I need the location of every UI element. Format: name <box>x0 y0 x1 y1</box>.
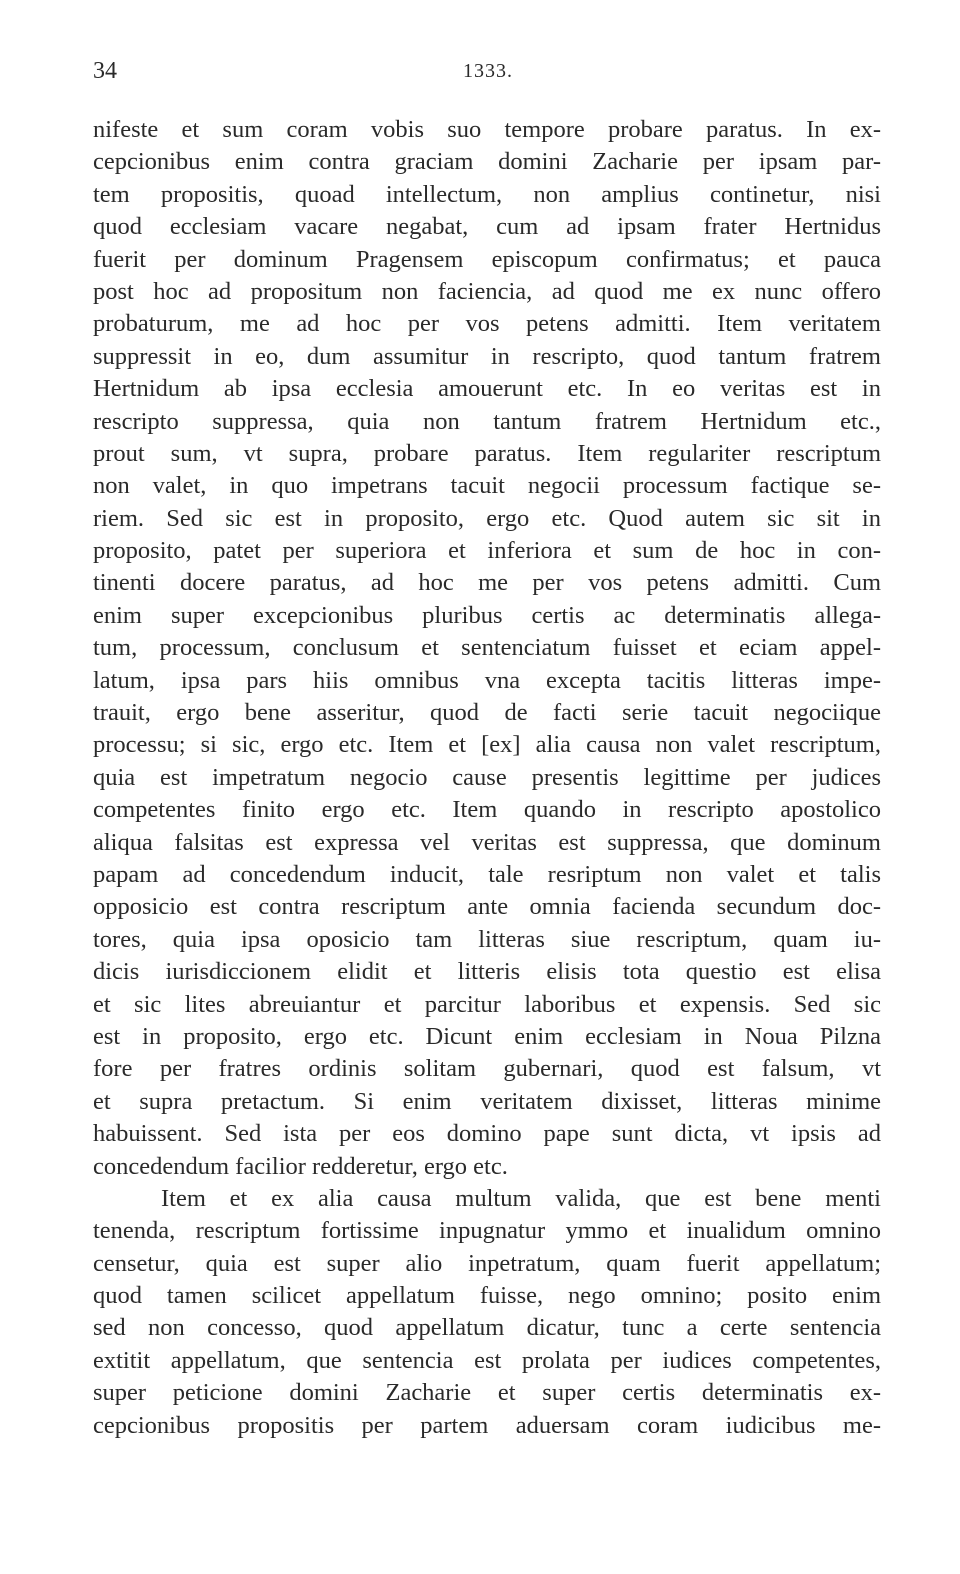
text-line: tem propositis, quoad intellectum, non amplius continetur, nisi <box>93 180 881 208</box>
text-line: proposito, patet per superiora et inferiora et sum de hoc in con- <box>93 537 881 565</box>
text-line: nifeste et sum coram vobis suo tempore probare paratus. In ex- <box>93 116 881 143</box>
text-line: quod ecclesiam vacare negabat, cum ad ipsam frater Hertnidus <box>93 213 881 241</box>
text-line: non valet, in quo impetrans tacuit negocii processum factique se- <box>93 472 881 500</box>
text-line: quod tamen scilicet appellatum fuisse, nego omnino; posito enim <box>93 1282 881 1310</box>
text-line: enim super excepcionibus pluribus certis ac determinatis allega- <box>93 601 881 629</box>
text-line: latum, ipsa pars hiis omnibus vna excepta tacitis litteras impe- <box>93 666 881 694</box>
page-number: 34 <box>93 58 117 84</box>
running-head <box>93 54 883 88</box>
text-line: est in proposito, ergo etc. Dicunt enim ecclesiam in Noua Pilzna <box>93 1022 881 1050</box>
text-line: tum, processum, conclusum et sentenciatum fuisset et eciam appel- <box>93 634 881 662</box>
text-line: dicis iurisdiccionem elidit et litteris elisis tota questio est elisa <box>93 958 881 986</box>
text-line: censetur, quia est super alio inpetratum, quam fuerit appellatum; <box>93 1249 881 1277</box>
text-line: Item et ex alia causa multum valida, que est bene menti <box>161 1184 881 1212</box>
text-line: competentes finito ergo etc. Item quando in rescripto apostolico <box>93 796 881 824</box>
text-line: fore per fratres ordinis solitam gubernari, quod est falsum, vt <box>93 1055 881 1083</box>
text-line: et sic lites abreuiantur et parcitur laboribus et expensis. Sed sic <box>93 990 881 1018</box>
text-line: extitit appellatum, que sentencia est prolata per iudices competentes, <box>93 1346 881 1374</box>
text-line: quia est impetratum negocio cause presentis legittime per judices <box>93 763 881 791</box>
text-line: super peticione domini Zacharie et super certis determinatis ex- <box>93 1379 881 1407</box>
text-line: et supra pretactum. Si enim veritatem dixisset, litteras minime <box>93 1087 881 1115</box>
header-year: 1333. <box>463 60 513 82</box>
text-line: fuerit per dominum Pragensem episcopum confirmatus; et pauca <box>93 245 881 273</box>
text-line: habuissent. Sed ista per eos domino pape sunt dicta, vt ipsis ad <box>93 1120 881 1148</box>
text-line: concedendum facilior redderetur, ergo etc. <box>93 1152 508 1180</box>
text-line: probaturum, me ad hoc per vos petens admitti. Item veritatem <box>93 310 881 338</box>
text-line: cepcionibus propositis per partem aduersam coram iudicibus me- <box>93 1411 881 1439</box>
text-line: tores, quia ipsa oposicio tam litteras siue rescriptum, quam iu- <box>93 925 881 953</box>
text-line: aliqua falsitas est expressa vel veritas est suppressa, que dominum <box>93 828 881 856</box>
text-line: trauit, ergo bene asseritur, quod de facti serie tacuit negociique <box>93 699 881 727</box>
text-line: papam ad concedendum inducit, tale resriptum non valet et talis <box>93 860 881 888</box>
body-text <box>93 114 881 1442</box>
text-line: rescripto suppressa, quia non tantum fratrem Hertnidum etc., <box>93 407 881 435</box>
text-line: Hertnidum ab ipsa ecclesia amouerunt etc. In eo veritas est in <box>93 375 881 403</box>
text-line: tinenti docere paratus, ad hoc me per vos petens admitti. Cum <box>93 569 881 597</box>
text-line: sed non concesso, quod appellatum dicatur, tunc a certe sentencia <box>93 1314 881 1342</box>
text-line: prout sum, vt supra, probare paratus. Item regulariter rescriptum <box>93 439 881 467</box>
text-line: opposicio est contra rescriptum ante omnia facienda secundum doc- <box>93 893 881 921</box>
text-line: cepcionibus enim contra graciam domini Zacharie per ipsam par- <box>93 148 881 176</box>
text-line: tenenda, rescriptum fortissime inpugnatur ymmo et inualidum omnino <box>93 1217 881 1245</box>
text-line: suppressit in eo, dum assumitur in rescripto, quod tantum fratrem <box>93 342 881 370</box>
text-line: riem. Sed sic est in proposito, ergo etc. Quod autem sic sit in <box>93 504 881 532</box>
text-line: post hoc ad propositum non faciencia, ad quod me ex nunc offero <box>93 277 881 305</box>
text-line: processu; si sic, ergo etc. Item et [ex] alia causa non valet rescriptum, <box>93 731 881 759</box>
